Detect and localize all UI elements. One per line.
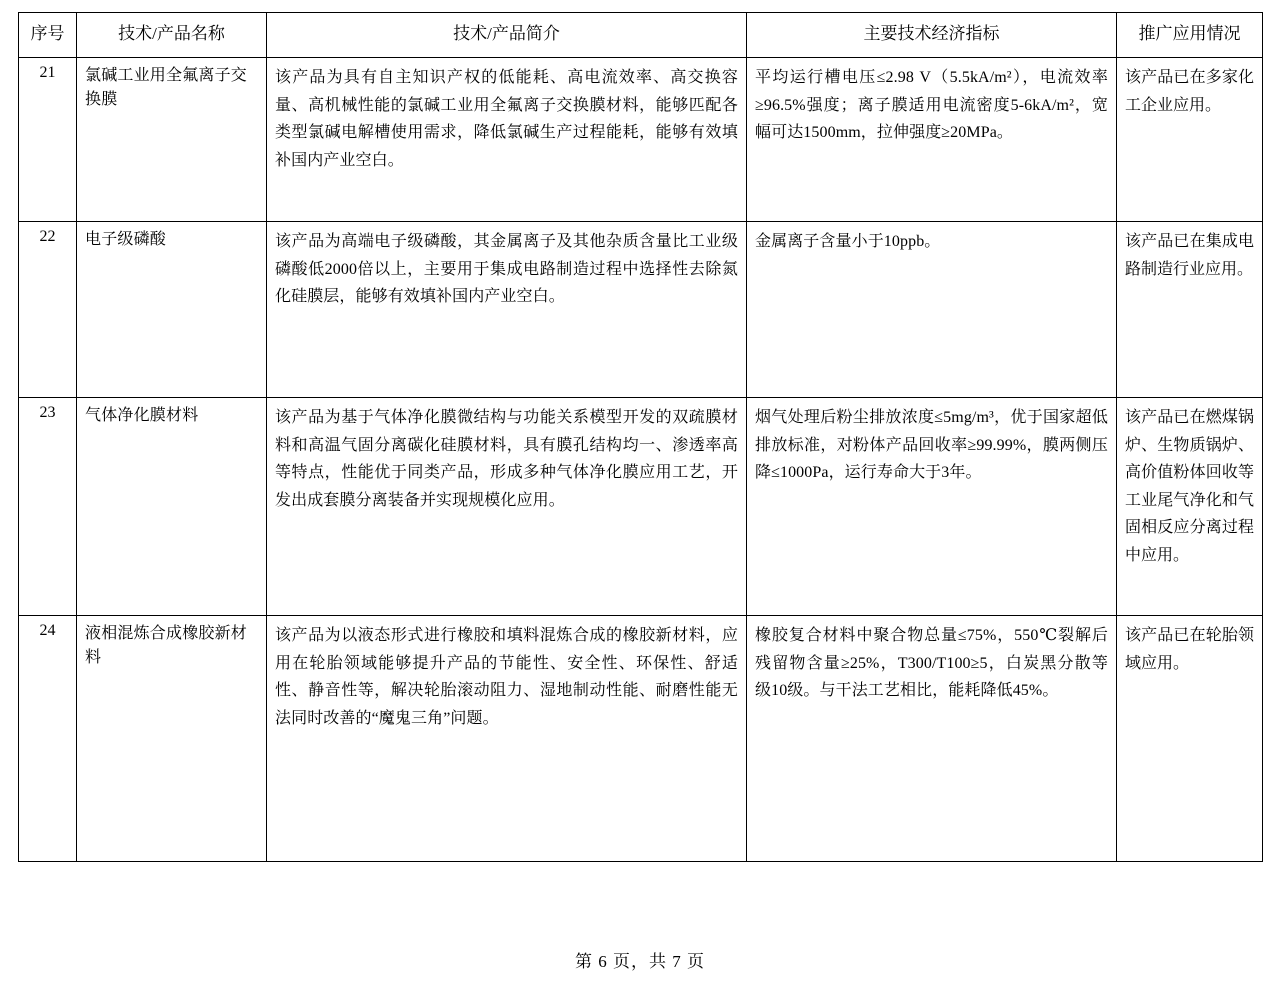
cell-product-description: 该产品为高端电子级磷酸，其金属离子及其他杂质含量比工业级磷酸低2000倍以上，主要用于集成电路制造过程中选择性去除氮化硅膜层，能够有效填补国内产业空白。 — [267, 222, 747, 398]
cell-technical-indicators: 烟气处理后粉尘排放浓度≤5mg/m³，优于国家超低排放标准，对粉体产品回收率≥99.99%，膜两侧压降≤1000Pa，运行寿命大于3年。 — [747, 398, 1117, 616]
cell-serial-number: 23 — [19, 398, 77, 616]
table-body — [19, 58, 1263, 862]
cell-serial-number: 24 — [19, 616, 77, 862]
cell-application-status: 该产品已在轮胎领域应用。 — [1117, 616, 1263, 862]
page-footer: 第 6 页，共 7 页 — [575, 952, 705, 971]
cell-application-status: 该产品已在多家化工企业应用。 — [1117, 58, 1263, 222]
table-row — [19, 58, 1263, 222]
header-cell-app: 推广应用情况 — [1117, 13, 1263, 58]
table-header-row — [19, 13, 1263, 58]
table-row — [19, 222, 1263, 398]
cell-serial-number: 21 — [19, 58, 77, 222]
table-row — [19, 398, 1263, 616]
header-cell-desc: 技术/产品简介 — [267, 13, 747, 58]
cell-technical-indicators: 橡胶复合材料中聚合物总量≤75%，550℃裂解后残留物含量≥25%，T300/T100≥5，白炭黑分散等级10级。与干法工艺相比，能耗降低45%。 — [747, 616, 1117, 862]
cell-product-name: 氯碱工业用全氟离子交换膜 — [77, 58, 267, 222]
cell-technical-indicators: 平均运行槽电压≤2.98 V（5.5kA/m²），电流效率≥96.5%强度；离子膜适用电流密度5-6kA/m²，宽幅可达1500mm，拉伸强度≥20MPa。 — [747, 58, 1117, 222]
cell-application-status: 该产品已在燃煤锅炉、生物质锅炉、高价值粉体回收等工业尾气净化和气固相反应分离过程中应用。 — [1117, 398, 1263, 616]
cell-product-description: 该产品为基于气体净化膜微结构与功能关系模型开发的双疏膜材料和高温气固分离碳化硅膜材料，具有膜孔结构均一、渗透率高等特点，性能优于同类产品，形成多种气体净化膜应用工艺，开发出成套膜分离装备并实现规模化应用。 — [267, 398, 747, 616]
table-row — [19, 616, 1263, 862]
header-cell-no: 序号 — [19, 13, 77, 58]
cell-product-name: 气体净化膜材料 — [77, 398, 267, 616]
cell-product-name: 液相混炼合成橡胶新材料 — [77, 616, 267, 862]
header-cell-spec: 主要技术经济指标 — [747, 13, 1117, 58]
cell-serial-number: 22 — [19, 222, 77, 398]
cell-product-description: 该产品为以液态形式进行橡胶和填料混炼合成的橡胶新材料，应用在轮胎领域能够提升产品的节能性、安全性、环保性、舒适性、静音性等，解决轮胎滚动阻力、湿地制动性能、耐磨性能无法同时改善的“魔鬼三角”问题。 — [267, 616, 747, 862]
cell-application-status: 该产品已在集成电路制造行业应用。 — [1117, 222, 1263, 398]
cell-product-name: 电子级磷酸 — [77, 222, 267, 398]
technology-products-table — [18, 12, 1263, 862]
cell-technical-indicators: 金属离子含量小于10ppb。 — [747, 222, 1117, 398]
header-cell-name: 技术/产品名称 — [77, 13, 267, 58]
table-header — [19, 13, 1263, 58]
cell-product-description: 该产品为具有自主知识产权的低能耗、高电流效率、高交换容量、高机械性能的氯碱工业用全氟离子交换膜材料，能够匹配各类型氯碱电解槽使用需求，降低氯碱生产过程能耗，能够有效填补国内产业空白。 — [267, 58, 747, 222]
